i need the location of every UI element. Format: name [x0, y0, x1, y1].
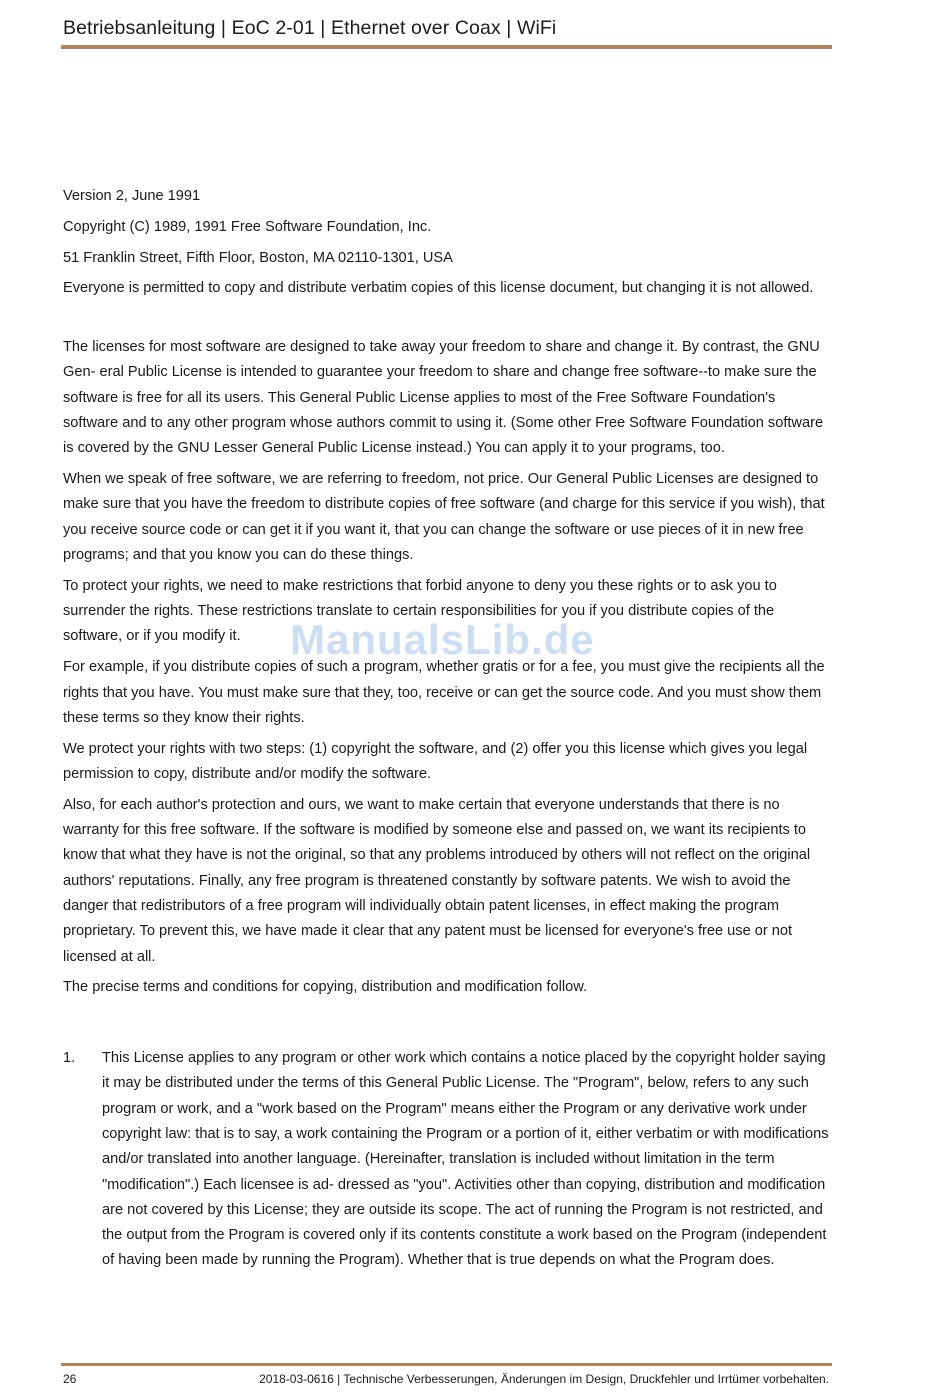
- section-number: 1.: [63, 1050, 76, 1067]
- document-body: [63, 184, 833, 1274]
- preamble-paragraph: The precise terms and conditions for copying, distribution and modification follow.: [63, 979, 588, 996]
- footer-disclaimer: 2018-03-0616 | Technische Verbesserungen, Änderungen im Design, Druckfehler und Irrtümer vorbehalten.: [259, 1372, 829, 1386]
- spacer: [63, 1006, 833, 1046]
- license-version: Version 2, June 1991: [63, 188, 201, 204]
- preamble-paragraph: To protect your rights, we need to make restrictions that forbid anyone to deny you these rights or to ask you to surrender the rights. These restrictions translate to certain responsibilities for you if you distribute copies of the software, or if you modify it.: [63, 577, 777, 645]
- header-divider: [61, 45, 832, 49]
- watermark: ManualsLib.de: [290, 616, 595, 663]
- numbered-section: [63, 1046, 833, 1274]
- license-copyright: Copyright (C) 1989, 1991 Free Software Foundation, Inc.: [63, 218, 432, 235]
- section-text: This License applies to any program or other work which contains a notice placed by the copyright holder saying it may be distributed under the terms of this General Public License. The "Program", below, refers to any such program or work, and a "work based on the Program" means either the Program or any derivative work under copyright law: that is to say, a work containing the Program or a portion of it, either verbatim or with modifications and/or translated into another language. (Hereinafter, translation is included without limitation in the term "modification".) Each licensee is ad- dressed as "you". Activities other than copying, distribution and modification are not covered by this License; they are outside its scope. The act of running the Program is not restricted, and the output from the Program is covered only if its contents constitute a work based on the Program (independent of having been made by running the Program). Whether that is true depends on what the Program does.: [102, 1050, 829, 1269]
- license-permission: Everyone is permitted to copy and distribute verbatim copies of this license document, but changing it is not allowed.: [63, 280, 814, 297]
- preamble-paragraph: Also, for each author's protection and ours, we want to make certain that everyone understands that there is no warranty for this free software. If the software is modified by someone else and passed on, we want its recipients to know that what they have is not the original, so that any problems introduced by others will not reflect on the original authors' reputations. Finally, any free program is threatened constantly by software patents. We wish to avoid the danger that redistributors of a free program will individually obtain patent licenses, in effect making the program proprietary. To prevent this, we have made it clear that any patent must be licensed for everyone's free use or not licensed at all.: [63, 796, 811, 965]
- preamble-paragraph: For example, if you distribute copies of such a program, whether gratis or for a fee, you must give the recipients all the rights that you have. You must make sure that they, too, receive or can get the source code. And you must show them these terms so they know their rights.: [63, 659, 825, 726]
- page-number: 26: [63, 1372, 77, 1386]
- preamble-paragraph: The licenses for most software are designed to take away your freedom to share and change it. By contrast, the GNU Gen- eral Public License is intended to guarantee your freedom to share and change free software--to make sure the software is free for all its users. This General Public License applies to most of the Free Software Foundation's software and to any other program whose authors commit to using it. (Some other Free Software Foundation software is covered by the GNU Lesser General Public License instead.) You can apply it to your programs, too.: [63, 339, 824, 457]
- footer-divider: [61, 1363, 832, 1366]
- preamble-paragraph: We protect your rights with two steps: (1) copyright the software, and (2) offer you this license which gives you legal permission to copy, distribute and/or modify the software.: [63, 740, 808, 782]
- license-address: 51 Franklin Street, Fifth Floor, Boston, MA 02110-1301, USA: [63, 249, 453, 266]
- preamble-paragraph: When we speak of free software, we are referring to freedom, not price. Our General Public Licenses are designed to make sure that you have the freedom to distribute copies of free software (and charge for this service if you wish), that you receive source code or can get it if you want it, that you can change the software or use pieces of it in new free programs; and that you know you can do these things.: [63, 471, 825, 564]
- page-header-title: Betriebsanleitung | EoC 2-01 | Ethernet over Coax | WiFi: [63, 17, 557, 39]
- spacer: [63, 307, 833, 335]
- license-meta: [63, 184, 833, 302]
